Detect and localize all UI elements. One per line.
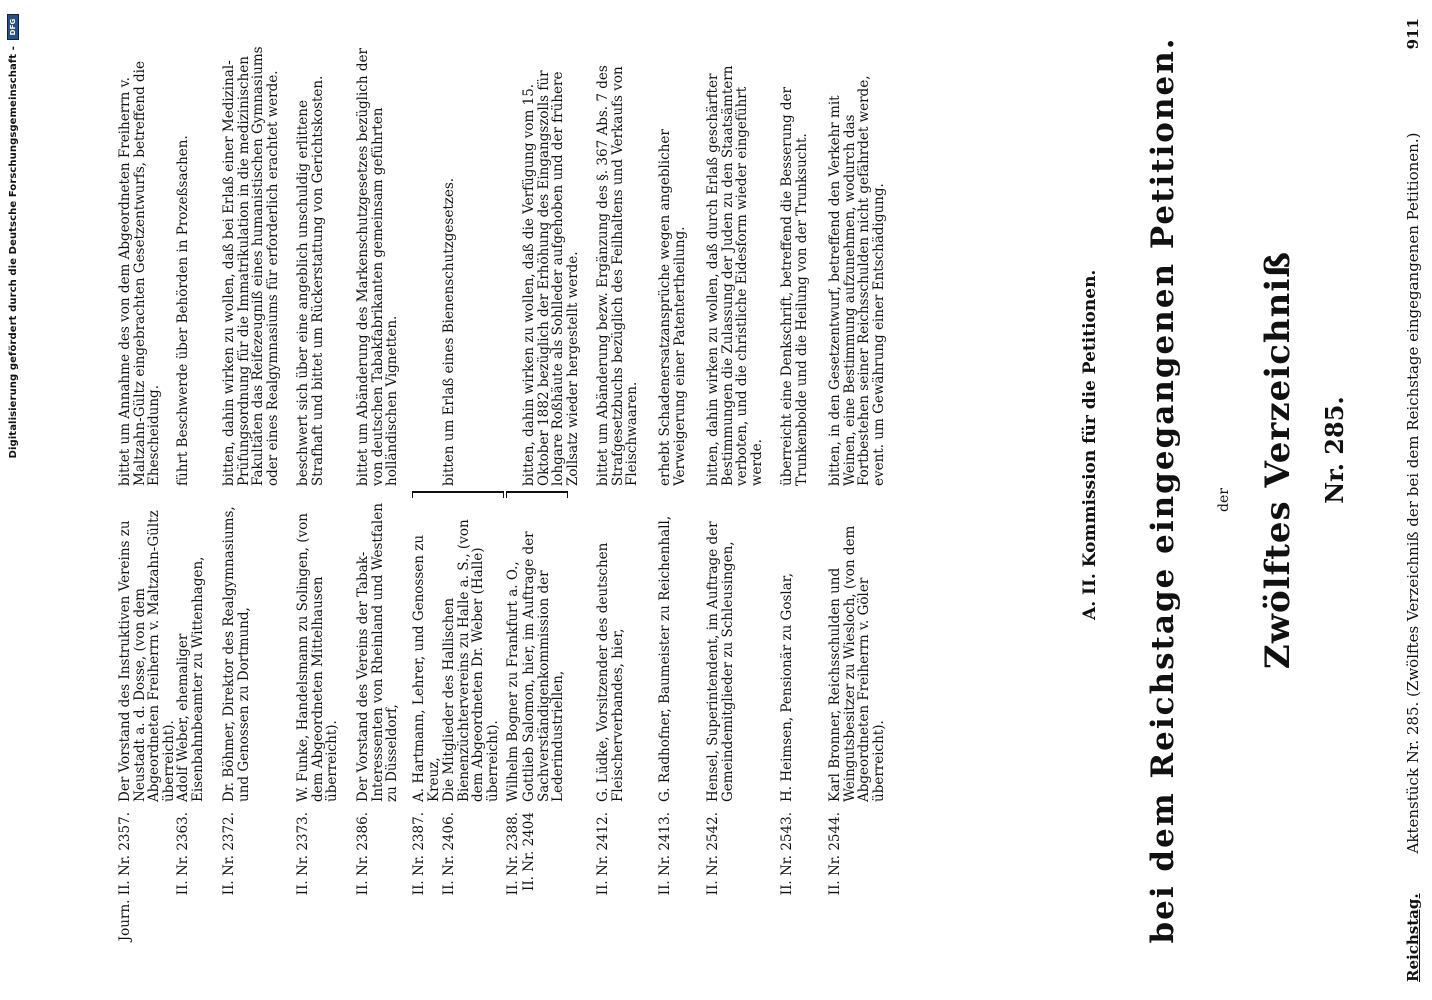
petitioner: Der Vorstand des Instruktiven Vereins zu Neustadt a. d. Dosse, (von dem Abgeordneten Freiherrn v. Maltzahn-Gültz überreicht). [117,510,177,802]
petition-list [118,22,1078,982]
request: bitten, in den Gesetzentwurf, betreffend den Verkehr mit Weinen, eine Bestimmung aufzunehmen, wodurch das Fortbestehen seiner Reichsschulden nicht gefährdet werde, event. um Gewährung einer Entschädigung. [827,75,887,486]
journal-ref: II. Nr. 2543. [779,812,795,896]
request: überreicht eine Denkschrift, betreffend die Besserung der Trunkenbolde und die Heilung von der Trunksucht. [779,86,810,486]
journal-ref: II. Nr. 2372. [221,812,237,896]
petitioner: Adolf Weber, ehemaliger Eisenbahnbeamter zu Wittenhagen, [175,556,206,802]
request: bittet um Abänderung des Markenschutzgesetzes bezüglich der von deutschen Tabakfabrikanten gemeinsam geführten holländischen Vignetten. [355,48,400,486]
request: bitten um Erlaß eines Bienenschutzgesetzes. [441,177,457,486]
journal-ref: II. Nr. 2387. [411,812,427,896]
request: bitten, dahin wirken zu wollen, daß durch Erlaß geschärfter Bestimmungen die Zulassung der Juden zu den Staatsämtern verboten, und die christliche Eidesform wieder eingeführt werde. [705,65,765,486]
journal-ref: II. Nr. 2386. [355,812,371,896]
document-number: Nr. 285. [1320,396,1349,504]
request: beschwert sich über eine angeblich unschuldig erlittene Strafhaft und bittet um Rückerstattung von Gerichtskosten. [295,75,326,486]
title-connector: der [1216,488,1232,512]
page-number: 911 [1404,18,1422,50]
journal-ref: II. Nr. 2544. [827,812,843,896]
journal-ref: II. Nr. 2406. [441,812,457,896]
petitioner: Wilhelm Bogner zu Frankfurt a. O., [505,561,521,802]
header-title: Aktenstück Nr. 285. (Zwölftes Verzeichniß der bei dem Reichstage eingegangenen Petitionen.) [1404,132,1422,854]
petitioner: Karl Bronner, Reichsschulden und Weingutsbesitzer zu Wiesloch, (von dem Abgeordneten Freiherrn v. Göler überreicht). [827,525,887,802]
petitioner: G. Radhofner, Baumeister zu Reichenhall, [657,515,673,802]
request: führt Beschwerde über Behörden in Prozeßsachen. [175,135,191,486]
petitioner: Der Vorstand des Vereins der Tabak-Interessenten von Rheinland und Westfalen zu Düsseldorf, [355,503,400,802]
petitioner: A. Hartmann, Lehrer, und Genossen zu Kreuz, [411,534,442,802]
request: erhebt Schadenersatzansprüche wegen angeblicher Verweigerung einer Patentertheilung. [657,129,688,486]
petitioner: W. Funke, Handelsmann zu Solingen, (von dem Abgeordneten Mittelhausen überreicht). [295,513,340,802]
petitioner: Gottlieb Salomon, hier, im Auftrage der Sachverständigenkommission der Lederindustriellen, [521,531,566,802]
petitioner: Hensel, Superintendent, im Auftrage der Gemeindemitglieder zu Schleusingen, [705,521,736,802]
journal-ref: II. Nr. 2412. [595,812,611,896]
journal-ref: II. Nr. 2542. [705,812,721,896]
page-subtitle: bei dem Reichstage eingegangenen Petitionen. [1145,36,1181,944]
request: bittet um Annahme des von dem Abgeordneten Freiherrn v. Maltzahn-Gültz eingebrachten Gesetzentwurfs, betreffend die Ehescheidung. [117,61,162,486]
journal-ref: II. Nr. 2413. [657,812,673,896]
grouping-brace [506,491,568,498]
petitioner: G. Lüdke, Vorsitzender des deutschen Fleischerverbandes, hier, [595,542,626,802]
journal-ref: II. Nr. 2388. [505,812,521,896]
petitioner: H. Heimsen, Pensionär zu Goslar, [779,572,795,802]
journal-ref: II. Nr. 2363. [175,812,191,896]
request: bitten, dahin wirken zu wollen, daß die Verfügung vom 15. Oktober 1882 bezüglich der Erhöhung des Eingangszolls für lohgare Roßhäute als Sohlleder aufgehoben und der frühere Zollsatz wieder hergestellt werde. [521,70,581,486]
request: bitten, dahin wirken zu wollen, daß bei Erlaß einer Medizinal-Prüfungsordnung für die Immatrikulation in die medizinischen Fakultäten das Reifezeugniß eines humanistischen Gymnasiums oder eines Realgymnasiums für erforderlich erachtet werde. [221,46,281,486]
journal-ref: II. Nr. 2373. [295,812,311,896]
journal-ref: Journ. II. Nr. 2357. [117,812,133,942]
petitioner: Dr. Böhmer, Direktor des Realgymnasiums, und Genossen zu Dortmund, [221,506,252,802]
request: bittet um Abänderung bezw. Ergänzung des §. 367 Abs. 7 des Strafgesetzbuchs bezüglich des Feilhaltens und Verkaufs von Fleischwaaren. [595,65,640,486]
digitization-caption [0,0,26,1000]
journal-ref: II. Nr. 2404 [521,812,537,891]
header-lead: Reichstag. [1404,893,1422,982]
running-header [1400,12,1426,982]
dfg-logo-icon: DFG [7,14,19,40]
grouping-brace [412,491,504,498]
caption-text: Digitalisierung gefördert durch die Deutsche Forschungsgemeinschaft - [7,46,19,459]
petitioner: Die Mitglieder des Hallischen Bienenzüchtervereins zu Halle a. S., (von dem Abgeordneten Dr. Weber (Halle) überreicht). [441,519,501,802]
section-heading: A. II. Kommission für die Petitionen. [1080,269,1100,620]
page-title: Zwölftes Verzeichniß [1258,250,1298,670]
